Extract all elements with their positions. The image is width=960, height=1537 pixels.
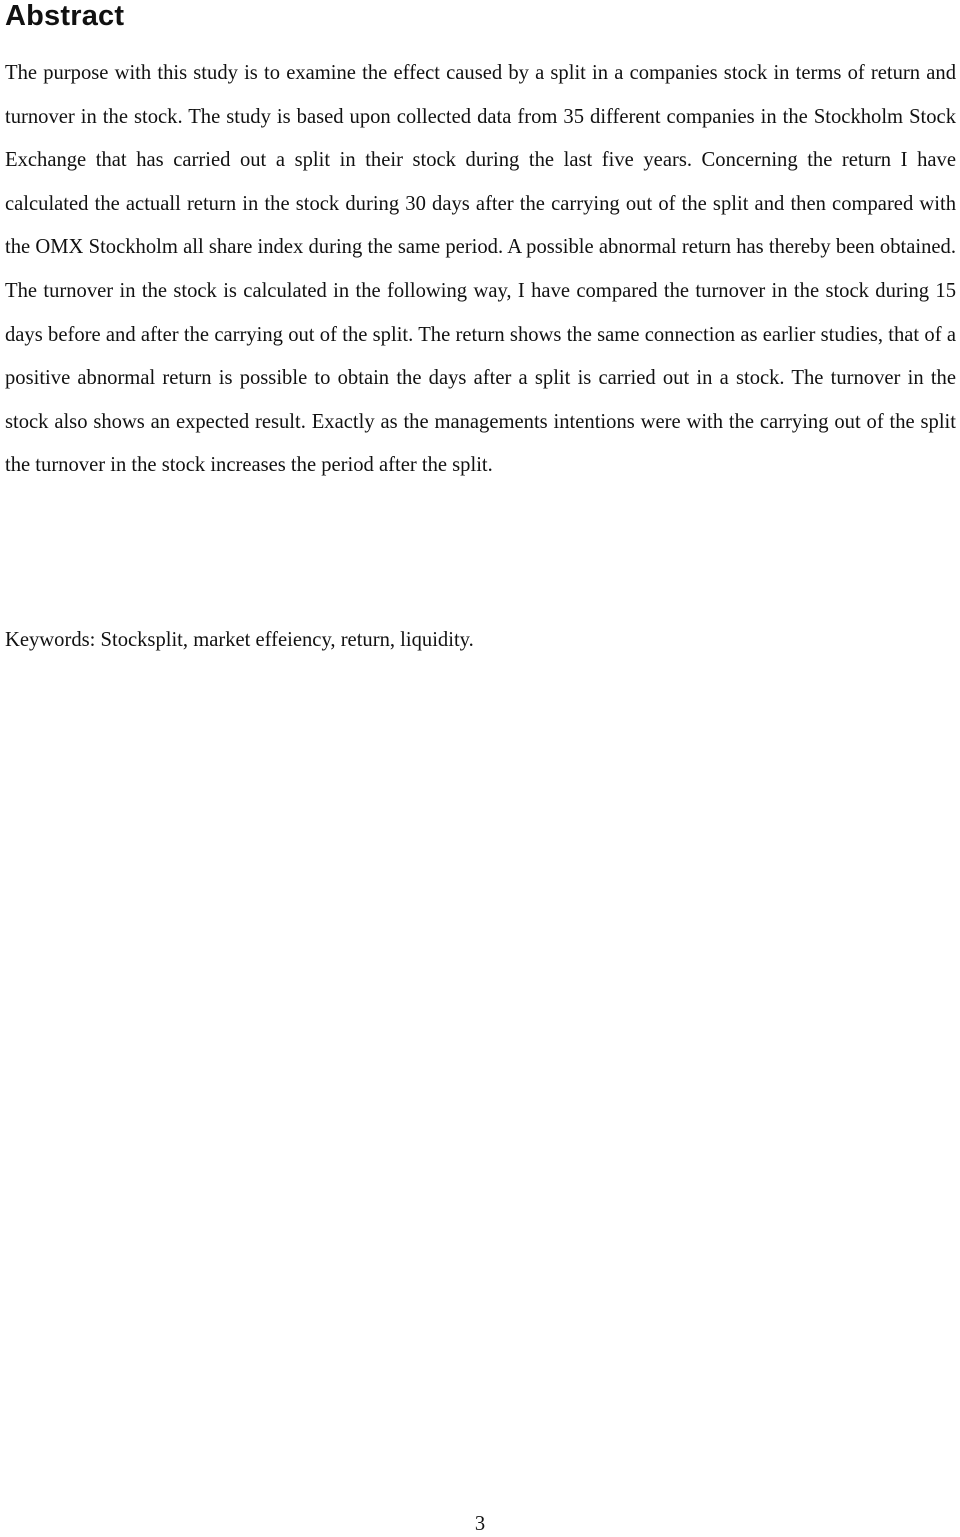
abstract-paragraph: The purpose with this study is to examine the effect caused by a split in a companies stock in terms of return and turnover in the stock. The study is based upon collected data from 35 different companies in the Stockholm Stock Exchange that has carried out a split in their stock during the last five years. Concerning the return I have calculated the actuall return in the stock during 30 days after the carrying out of the split and then compared with the OMX Stockholm all share index during the same period. A possible abnormal return has thereby been obtained. The turnover in the stock is calculated in the following way, I have compared the turnover in the stock during 15 days before and after the carrying out of the split. The return shows the same connection as earlier studies, that of a positive abnormal return is possible to obtain the days after a split is carried out in a stock. The turnover in the stock also shows an expected result. Exactly as the managements intentions were with the carrying out of the split the turnover in the stock increases the period after the split.	[5, 62, 956, 477]
page-number: 3	[474, 1513, 486, 1535]
section-heading: Abstract	[5, 0, 125, 32]
keywords-line: Keywords: Stocksplit, market effeiency, return, liquidity.	[5, 629, 474, 651]
